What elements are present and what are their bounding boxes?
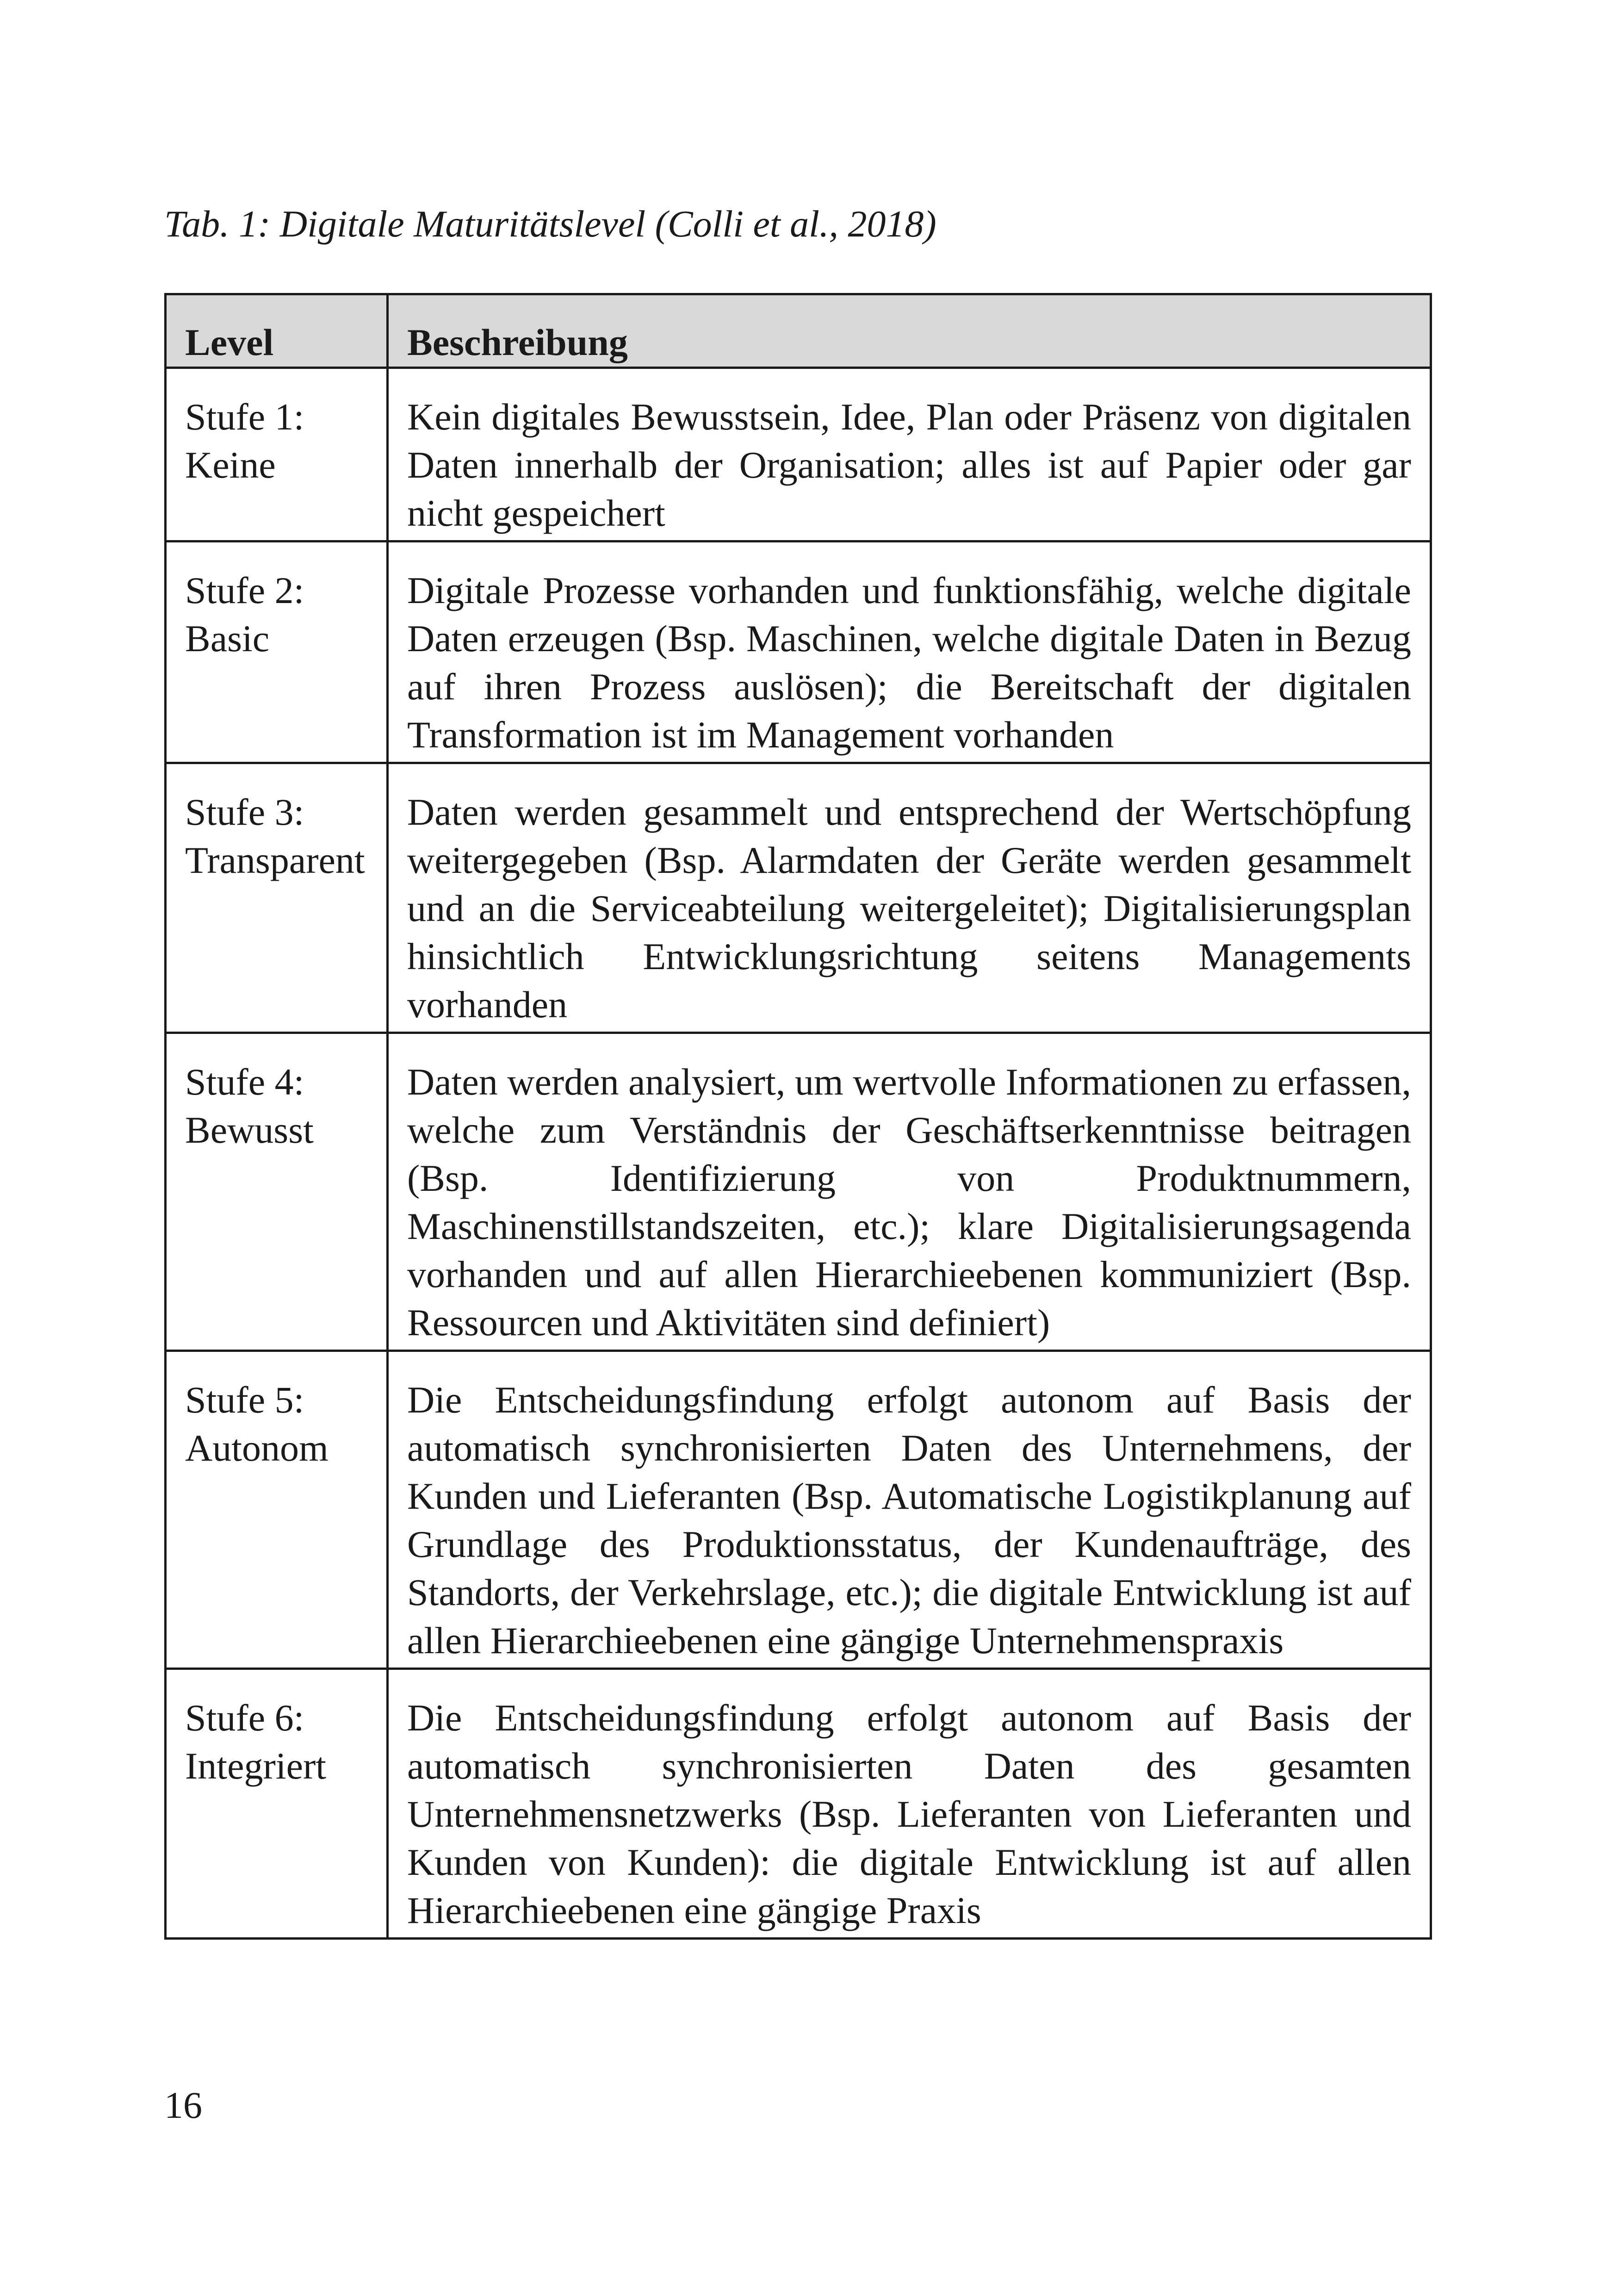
level-name: Transparent [185, 839, 365, 881]
level-name: Autonom [185, 1427, 329, 1469]
level-cell [166, 1669, 388, 1939]
level-name: Integriert [185, 1745, 327, 1787]
maturity-level-table [164, 293, 1432, 1940]
level-name: Keine [185, 444, 276, 486]
table-row [166, 1351, 1431, 1669]
table-row [166, 1669, 1431, 1939]
level-name: Basic [185, 617, 270, 660]
description-cell: Digitale Prozesse vorhanden und funktionsfähig, welche digitale Daten erzeugen (Bsp. Maschinen, welche digitale Daten in Bezug auf ihren Prozess auslösen); die Bereitschaft der digitalen Transformation ist im Management vorhanden [388, 541, 1431, 763]
description-cell: Daten werden analysiert, um wertvolle Informationen zu erfassen, welche zum Verständnis der Geschäftserkenntnisse beitragen (Bsp. Identifizierung von Produktnummern, Maschinenstillstandszeiten, etc.); klare Digitalisierungsagenda vorhanden und auf allen Hierarchieebenen kommuniziert (Bsp. Ressourcen und Aktivitäten sind definiert) [388, 1033, 1431, 1351]
level-cell [166, 541, 388, 763]
level-stage: Stufe 6: [185, 1697, 304, 1739]
description-cell: Die Entscheidungsfindung erfolgt autonom auf Basis der automatisch synchronisierten Daten des Unternehmens, der Kunden und Lieferanten (Bsp. Automatische Logistikplanung auf Grundlage des Produktionsstatus, der Kundenaufträge, des Standorts, der Verkehrslage, etc.); die digitale Entwicklung ist auf allen Hierarchieebenen eine gängige Unternehmenspraxis [388, 1351, 1431, 1669]
level-stage: Stufe 2: [185, 569, 304, 611]
description-cell: Die Entscheidungsfindung erfolgt autonom auf Basis der automatisch synchronisierten Daten des gesamten Unternehmensnetzwerks (Bsp. Lieferanten von Lieferanten und Kunden von Kunden): die digitale Entwicklung ist auf allen Hierarchieebenen eine gängige Praxis [388, 1669, 1431, 1939]
table-header-row [166, 294, 1431, 368]
page-number: 16 [164, 2084, 202, 2126]
level-stage: Stufe 1: [185, 396, 304, 438]
description-cell: Kein digitales Bewusstsein, Idee, Plan oder Präsenz von digitalen Daten innerhalb der Organisation; alles ist auf Papier oder gar nicht gespeichert [388, 368, 1431, 541]
level-stage: Stufe 4: [185, 1061, 304, 1103]
header-level: Level [166, 294, 388, 368]
level-stage: Stufe 3: [185, 791, 304, 833]
level-cell [166, 763, 388, 1033]
table-row [166, 763, 1431, 1033]
table-caption: Tab. 1: Digitale Maturitätslevel (Colli et al., 2018) [164, 203, 936, 245]
level-cell [166, 1351, 388, 1669]
description-cell: Daten werden gesammelt und entsprechend der Wertschöpfung weitergegeben (Bsp. Alarmdaten der Geräte werden gesammelt und an die Serviceabteilung weitergeleitet); Digitalisierungsplan hinsichtlich Entwicklungsrichtung seitens Managements vorhanden [388, 763, 1431, 1033]
level-cell [166, 368, 388, 541]
table-row [166, 541, 1431, 763]
level-cell [166, 1033, 388, 1351]
table-row [166, 368, 1431, 541]
table-row [166, 1033, 1431, 1351]
header-description: Beschreibung [388, 294, 1431, 368]
level-name: Bewusst [185, 1109, 314, 1151]
level-stage: Stufe 5: [185, 1379, 304, 1421]
